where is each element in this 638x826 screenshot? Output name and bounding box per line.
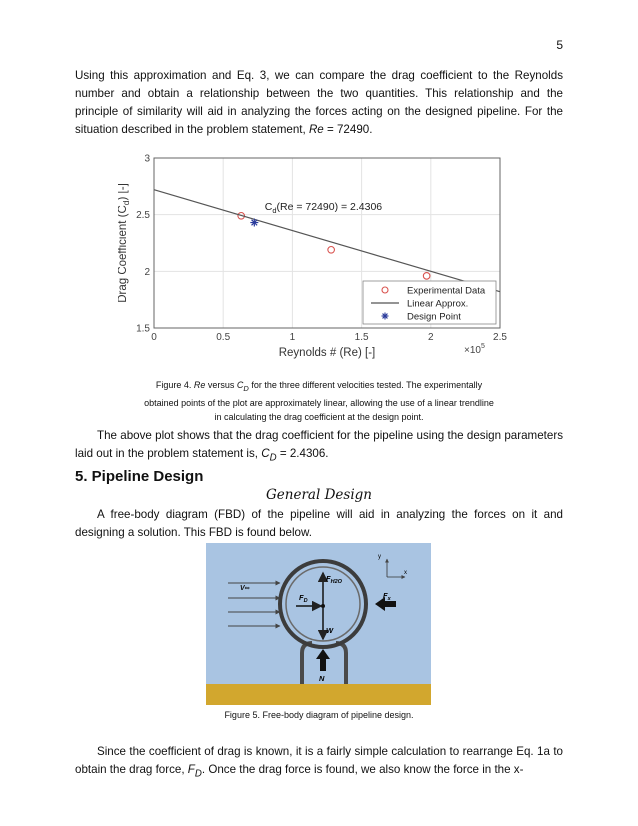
y-tick-label: 2.5	[136, 210, 150, 222]
free-body-diagram	[206, 543, 431, 705]
y-axis-label: Drag Coefficient $(C_d)$ [-]	[118, 183, 131, 303]
paragraph-drag-result	[75, 427, 563, 467]
normal-label: N	[319, 674, 325, 683]
x-multiplier: $\times 10^5$	[464, 343, 485, 356]
page-number: 5	[556, 38, 563, 52]
x-axis-label: x	[404, 570, 407, 576]
subsection-heading: General Design	[266, 487, 372, 503]
x-tick-label: 0	[151, 332, 157, 343]
caption-cd-sub: D	[243, 383, 249, 393]
section-heading: 5. Pipeline Design	[75, 468, 204, 485]
legend-label: Linear Approx.	[407, 298, 469, 310]
x-tick-label: 2.5	[493, 332, 507, 343]
figure-5-caption: Figure 5. Free-body diagram of pipeline design.	[224, 710, 414, 720]
cd-value: = 2.4306.	[276, 447, 329, 460]
drag-coefficient-plot	[118, 150, 518, 365]
vinf-label: V∞	[240, 585, 250, 592]
caption-mid: versus	[205, 380, 237, 390]
fh2o-label: $F_{H2O}$	[326, 574, 342, 585]
caption-cd: C	[236, 380, 244, 390]
pipe-center	[321, 604, 325, 608]
legend-label: Experimental Data	[407, 285, 486, 297]
fx-label: $F_x$	[383, 591, 391, 602]
figure-4-caption	[140, 378, 498, 424]
caption-rest: for the three different velocities tested. The experimentally obtained points of the plot are approximately linear, allowing the use of a linear trendline in calculating the drag coefficient at the design point.	[144, 380, 494, 422]
x-tick-label: 0.5	[216, 332, 231, 343]
plot-background	[118, 150, 518, 365]
y-tick-label: 2	[144, 266, 150, 278]
paragraph-text: The above plot shows that the drag coefficient for the pipeline using the design parameters laid out in the problem statement is,	[75, 429, 563, 460]
x-tick-label: 1	[289, 332, 296, 343]
ground-region	[206, 684, 431, 705]
paragraph-text: Since the coefficient of drag is known, it is a fairly simple calculation to rearrange Eq. 1a to obtain the drag force,	[75, 745, 563, 776]
re-symbol: Re	[308, 123, 324, 136]
paragraph-fbd-intro: A free-body diagram (FBD) of the pipeline will aid in analyzing the forces on it and designing a solution. This FBD is found below.	[75, 508, 563, 539]
caption-re: Re	[193, 380, 206, 390]
y-axis-label: y	[378, 554, 381, 560]
x-tick-label: 2	[428, 332, 434, 343]
re-value: = 72490.	[323, 123, 373, 136]
x-axis-label: Reynolds # (Re) [-]	[278, 347, 376, 359]
fbd-svg	[206, 543, 431, 705]
design-point-annotation: $C_d(Re = 72490) = 2.4306$	[264, 201, 383, 216]
paragraph-drag-force	[75, 743, 563, 783]
caption-prefix: Figure 4.	[155, 380, 194, 390]
paragraph-text: Using this approximation and Eq. 3, we can compare the drag coefficient to the Reynolds number and obtain a relationship between the two quantities. This relationship and the principle of similarity will aid in analyzing the forces acting on the designed pipeline. For the situation described in the problem statement,	[75, 69, 563, 136]
plot-svg	[118, 150, 518, 365]
y-tick-label: 1.5	[136, 323, 150, 335]
paragraph-reynolds-relation	[75, 67, 563, 139]
cd-symbol: C	[261, 447, 270, 460]
legend	[363, 281, 496, 324]
legend-label: Design Point	[407, 311, 461, 323]
paragraph-text-tail: . Once the drag force is found, we also know the force in the x-	[201, 763, 524, 776]
y-tick-label: 3	[144, 153, 150, 165]
x-tick-label: 1.5	[354, 332, 369, 343]
fd-symbol: F	[187, 763, 195, 776]
cd-symbol-sub: D	[269, 452, 277, 464]
water-region	[206, 543, 431, 684]
fd-label: $F_D$	[299, 593, 308, 604]
annotation	[265, 201, 383, 215]
fd-symbol-sub: D	[194, 768, 202, 780]
weight-label: W	[326, 626, 334, 635]
